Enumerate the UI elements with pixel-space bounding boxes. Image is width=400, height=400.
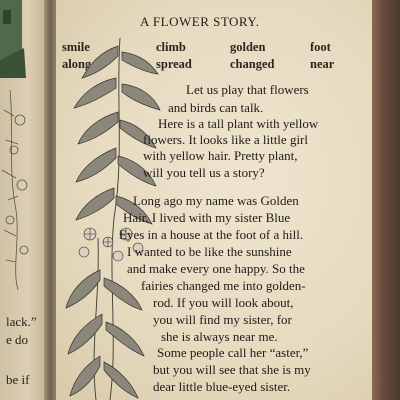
left-page-fragment: be if xyxy=(6,372,30,387)
text-line: you will find my sister, for xyxy=(153,312,292,327)
text-line: and make every one happy. So the xyxy=(127,261,305,276)
text-line: flowers. It looks like a little girl xyxy=(143,132,308,147)
text-line: she is always near me. xyxy=(161,329,278,344)
left-page-fragment: lack.” xyxy=(6,314,37,329)
text-line: Let us play that flowers xyxy=(186,82,309,97)
vocab-word: changed xyxy=(230,57,275,71)
text-line: but you will see that she is my xyxy=(153,362,311,377)
left-page xyxy=(0,0,46,400)
page-title: A FLOWER STORY. xyxy=(140,14,260,29)
text-line: will you tell us a story? xyxy=(143,165,265,180)
text-line: Some people call her “aster,” xyxy=(157,345,309,360)
text-line: rod. If you will look about, xyxy=(153,295,294,310)
text-line: fairies changed me into golden- xyxy=(141,278,306,293)
left-page-fragment: e do xyxy=(6,332,29,347)
text-line: Long ago my name was Golden xyxy=(133,193,299,208)
vocab-word: foot xyxy=(310,40,331,54)
house-illustration xyxy=(0,0,30,78)
foliage-illustration xyxy=(0,90,40,290)
vocab-word: climb xyxy=(156,40,186,54)
text-line: I wanted to be like the sunshine xyxy=(127,244,292,259)
text-line: with yellow hair. Pretty plant, xyxy=(143,148,298,163)
text-line: dear little blue-eyed sister. xyxy=(153,379,291,394)
text-line: Eyes in a house at the foot of a hill. xyxy=(119,227,304,242)
text-line: Here is a tall plant with yellow xyxy=(158,116,319,131)
text-line: Hair. I lived with my sister Blue xyxy=(123,210,291,225)
vocab-word: golden xyxy=(230,40,266,54)
text-line: and birds can talk. xyxy=(168,100,264,115)
vocab-word: along xyxy=(62,57,92,71)
vocab-word: smile xyxy=(62,40,90,54)
book-cover-edge xyxy=(372,0,400,400)
vocab-word: spread xyxy=(156,57,192,71)
vocab-word: near xyxy=(310,57,335,71)
